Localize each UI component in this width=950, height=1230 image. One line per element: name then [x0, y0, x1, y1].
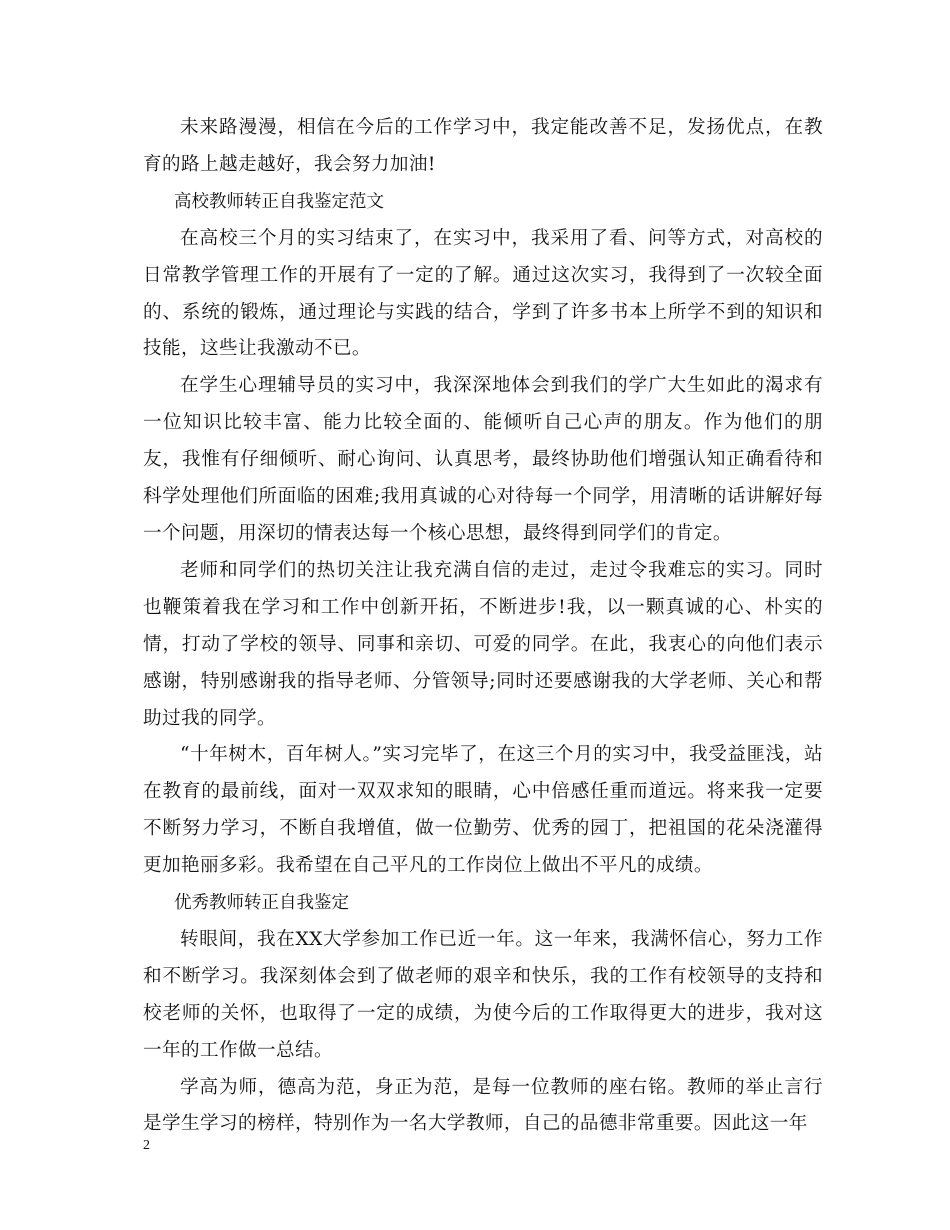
section-heading: 优秀教师转正自我鉴定 [174, 893, 349, 914]
page-number: 2 [143, 1138, 150, 1153]
paragraph: 未来路漫漫，相信在今后的工作学习中，我定能改善不足，发扬优点，在教育的路上越走越好，我会努力加油! [143, 117, 823, 175]
section-heading: 高校教师转正自我鉴定范文 [174, 191, 384, 212]
paragraph: 转眼间，我在XX大学参加工作已近一年。这一年来，我满怀信心，努力工作和不断学习。我深刻体会到了做老师的艰辛和快乐，我的工作有校领导的支持和校老师的关怀，也取得了一定的成绩，为使今后的工作取得更大的进步，我对这一年的工作做一总结。 [143, 928, 823, 1061]
paragraph: 老师和同学们的热切关注让我充满自信的走过，走过令我难忘的实习。同时也鞭策着我在学习和工作中创新开拓，不断进步!我，以一颗真诚的心、朴实的情，打动了学校的领导、同事和亲切、可爱的同学。在此，我衷心的向他们表示感谢，特别感谢我的指导老师、分管领导;同时还要感谢我的大学老师、关心和帮助过我的同学。 [143, 559, 823, 729]
document-body [143, 110, 823, 1143]
paragraph: 在高校三个月的实习结束了，在实习中，我采用了看、问等方式，对高校的日常教学管理工作的开展有了一定的了解。通过这次实习，我得到了一次较全面的、系统的锻炼，通过理论与实践的结合，学到了许多书本上所学不到的知识和技能，这些让我激动不已。 [143, 227, 823, 360]
paragraph: 学高为师，德高为范，身正为范，是每一位教师的座右铭。教师的举止言行是学生学习的榜样，特别作为一名大学教师，自己的品德非常重要。因此这一年 [143, 1076, 823, 1135]
paragraph: “十年树木，百年树人。”实习完毕了，在这三个月的实习中，我受益匪浅，站在教育的最前线，面对一双双求知的眼睛，心中倍感任重而道远。将来我一定要不断努力学习，不断自我增值，做一位勤劳、优秀的园丁，把祖国的花朵浇灌得更加艳丽多彩。我希望在自己平凡的工作岗位上做出不平凡的成绩。 [143, 744, 823, 877]
paragraph: 在学生心理辅导员的实习中，我深深地体会到我们的学广大生如此的渴求有一位知识比较丰富、能力比较全面的、能倾听自己心声的朋友。作为他们的朋友，我惟有仔细倾听、耐心询问、认真思考，最终协助他们增强认知正确看待和科学处理他们所面临的困难;我用真诚的心对待每一个同学，用清晰的话讲解好每一个问题，用深切的情表达每一个核心思想，最终得到同学们的肯定。 [143, 375, 823, 544]
